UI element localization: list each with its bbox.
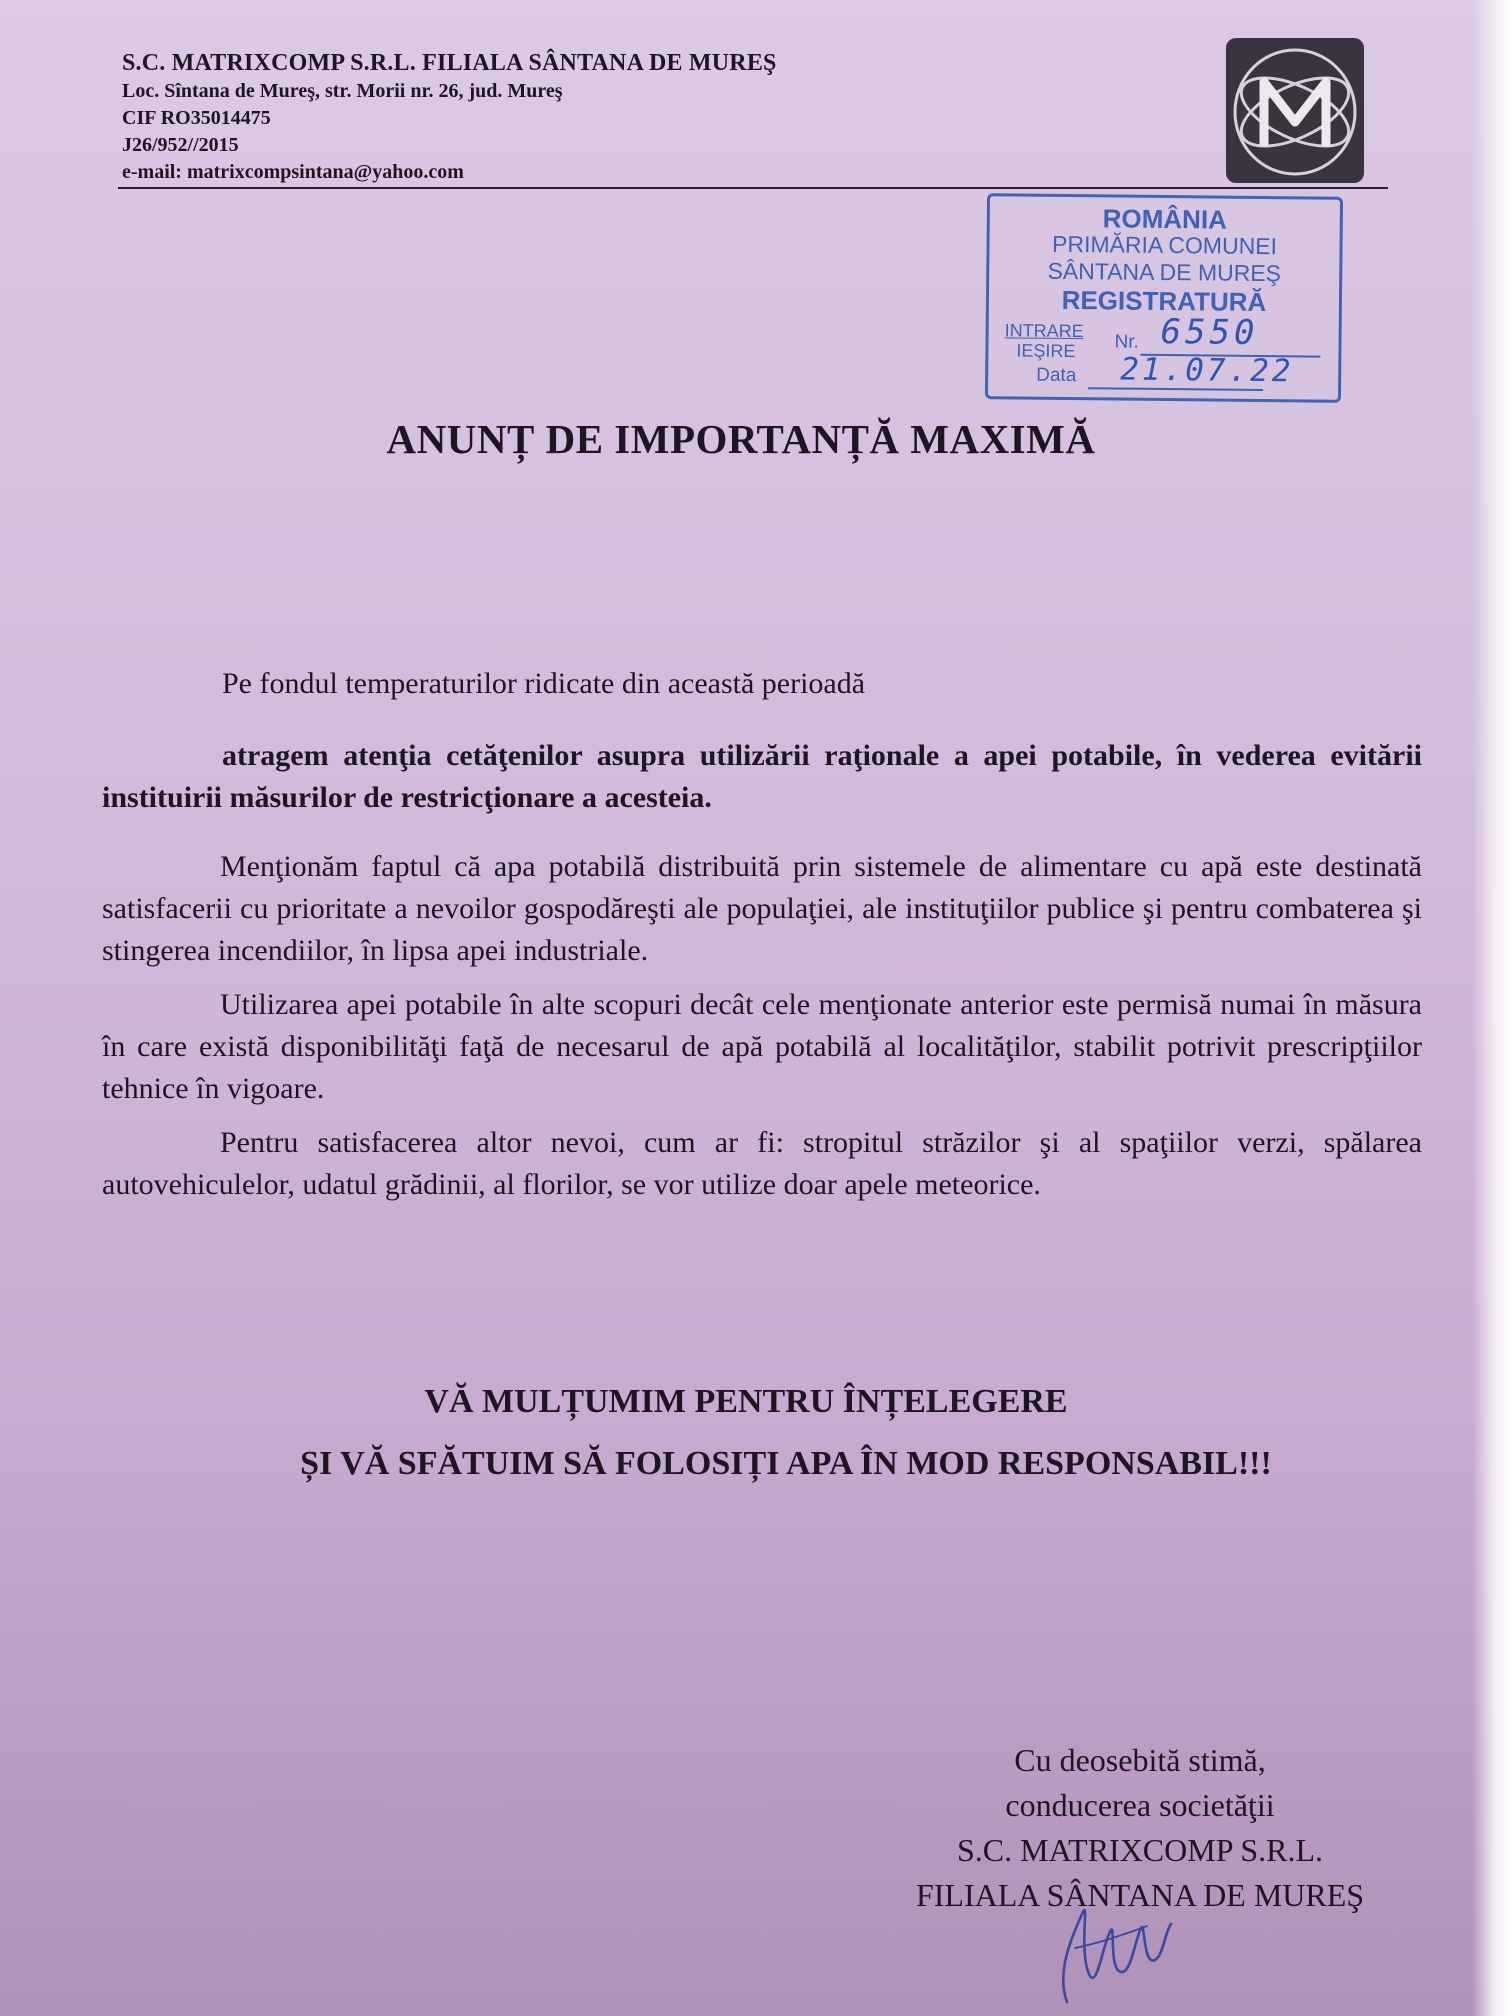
matrixcomp-m-logo-icon [1226, 38, 1364, 183]
paragraph-intro: Pe fondul temperaturilor ridicate din această perioadă [222, 667, 866, 700]
handwritten-signature-icon [1045, 1890, 1195, 2010]
thanks-line-2: ȘI VĂ SFĂTUIM SĂ FOLOSIȚI APA ÎN MOD RESPONSABIL!!! [300, 1445, 1272, 1482]
page-edge [1472, 0, 1512, 2016]
document-title: ANUNȚ DE IMPORTANȚĂ MAXIMĂ [386, 416, 1096, 462]
letterhead-cif: CIF RO35014475 [122, 107, 271, 129]
stamp-nr-value: 6550 [1160, 311, 1259, 353]
closing-company: S.C. MATRIXCOMP S.R.L. [956, 1832, 1323, 1868]
closing-management: conducerea societăţii [1005, 1787, 1275, 1823]
stamp-nr-label: Nr. [1114, 331, 1139, 353]
thanks-line-1: VĂ MULȚUMIM PENTRU ÎNȚELEGERE [424, 1383, 1068, 1420]
stamp-out-label: IEŞIRE [1016, 340, 1076, 362]
paragraph-other-needs: Pentru satisfacerea altor nevoi, cum ar fi: stropitul străzilor şi al spaţiilor verzi, spălarea autovehiculelor, udatul grădinii, al florilor, se vor utilize doar apele meteorice. [102, 1126, 1422, 1201]
stamp-commune: SÂNTANA DE MUREŞ [1047, 257, 1282, 287]
letterhead-company: S.C. MATRIXCOMP S.R.L. FILIALA SÂNTANA DE MUREŞ [122, 50, 777, 76]
letterhead-divider [118, 187, 1388, 189]
stamp-registry: REGISTRATURĂ [1061, 284, 1267, 318]
closing-branch: FILIALA SÂNTANA DE MUREŞ [915, 1877, 1365, 1913]
stamp-date-label: Data [1036, 364, 1077, 387]
letterhead-email: e-mail: matrixcompsintana@yahoo.com [122, 161, 464, 183]
letterhead-registration: J26/952//2015 [122, 134, 239, 156]
paragraph-usage: Utilizarea apei potabile în alte scopuri decât cele menţionate anterior este permisă numai în măsura în care există disponibilităţi faţă de necesarul de apă potabilă al localităţilor, stabilit potrivit prescripţiilor tehnice în vigoare. [102, 988, 1422, 1105]
paragraph-mention: Menţionăm faptul că apa potabilă distribuită prin sistemele de alimentare cu apă este destinată satisfacerii cu prioritate a nevoilor gospodăreşti ale populaţiei, ale instituţiilor publice şi pentru combaterea şi stingerea incendiilor, în lipsa apei industriale. [102, 850, 1422, 967]
registry-stamp [985, 193, 1343, 403]
closing-regards: Cu deosebită stimă, [1014, 1742, 1266, 1778]
stamp-city-hall: PRIMĂRIA COMUNEI [1051, 230, 1278, 260]
paragraph-appeal: atragem atenţia cetăţenilor asupra utilizării raţionale a apei potabile, în vederea evitării instituirii măsurilor de restricţionare a acesteia. [102, 739, 1422, 814]
stamp-in-label: INTRARE [1004, 320, 1084, 342]
letterhead-address: Loc. Sîntana de Mureş, str. Morii nr. 26, jud. Mureş [122, 80, 563, 102]
stamp-date-value: 21.07.22 [1120, 351, 1294, 390]
stamp-country: ROMÂNIA [1102, 203, 1228, 235]
letterhead [122, 48, 1222, 186]
